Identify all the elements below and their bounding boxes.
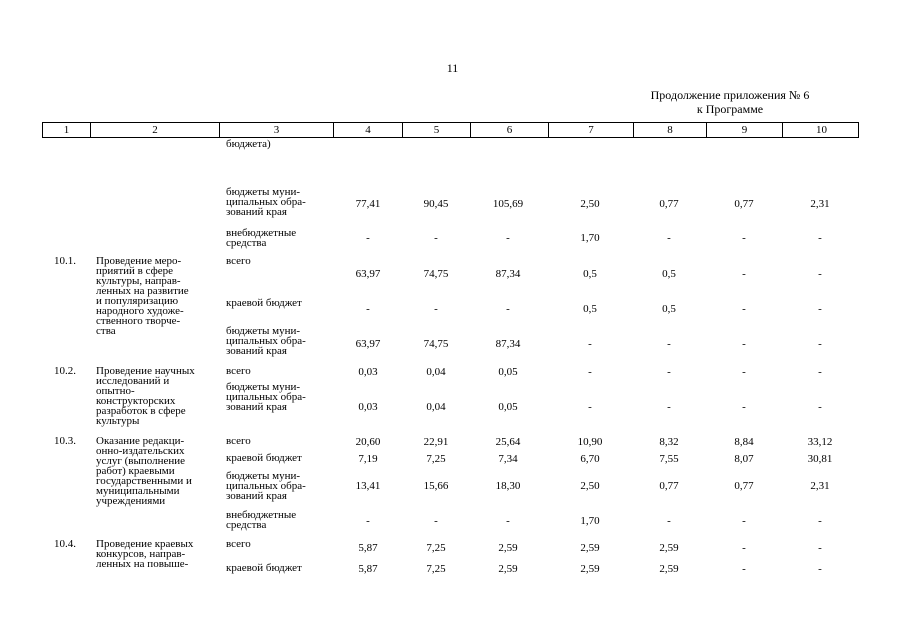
funding-source: краевой бюджет — [226, 562, 302, 574]
value-cell: 2,31 — [810, 198, 830, 210]
value-cell: 0,77 — [659, 480, 679, 492]
value-cell: 90,45 — [423, 198, 449, 210]
value-cell: 0,5 — [583, 303, 597, 315]
value-cell: - — [366, 232, 370, 244]
value-cell: - — [667, 515, 671, 527]
value-cell: - — [818, 563, 822, 575]
funding-source: всего — [226, 538, 251, 550]
value-cell: - — [506, 515, 510, 527]
value-cell: 87,34 — [495, 338, 521, 350]
value-cell: 87,34 — [495, 268, 521, 280]
value-cell: 6,70 — [580, 453, 600, 465]
table-header — [42, 122, 859, 138]
value-cell: 20,60 — [355, 436, 381, 448]
value-cell: 0,03 — [358, 366, 378, 378]
activity-name: Проведение краевых конкурсов, направ- ленных на повыше- — [96, 538, 194, 570]
value-cell: 2,59 — [498, 563, 518, 575]
value-cell: 0,04 — [426, 401, 446, 413]
value-cell: 5,87 — [358, 563, 378, 575]
value-cell: 0,77 — [659, 198, 679, 210]
value-cell: - — [818, 515, 822, 527]
header-col-9: 9 — [706, 123, 782, 137]
funding-source: бюджеты муни- ципальных обра- зований края — [226, 470, 306, 502]
value-cell: 0,77 — [734, 480, 754, 492]
value-cell: 33,12 — [807, 436, 833, 448]
value-cell: 0,05 — [498, 401, 518, 413]
funding-source: бюджеты муни- ципальных обра- зований края — [226, 325, 306, 357]
value-cell: - — [818, 268, 822, 280]
value-cell: - — [742, 232, 746, 244]
value-cell: - — [506, 232, 510, 244]
value-cell: 0,5 — [662, 268, 676, 280]
value-cell: 7,25 — [426, 542, 446, 554]
activity-name: Проведение меро- приятий в сфере культуры, направ- ленных на развитие и популяризацию народного художе- ственного творче- ства — [96, 255, 189, 337]
header-col-3: 3 — [219, 123, 333, 137]
value-cell: 105,69 — [492, 198, 524, 210]
value-cell: 74,75 — [423, 268, 449, 280]
value-cell: - — [434, 303, 438, 315]
header-col-6: 6 — [470, 123, 548, 137]
row-number: 10.4. — [54, 538, 76, 550]
value-cell: 2,50 — [580, 198, 600, 210]
funding-source: внебюджетные средства — [226, 227, 297, 249]
value-cell: - — [588, 401, 592, 413]
value-cell: 1,70 — [580, 232, 600, 244]
value-cell: 5,87 — [358, 542, 378, 554]
value-cell: 7,55 — [659, 453, 679, 465]
row-number: 10.2. — [54, 365, 76, 377]
value-cell: 15,66 — [423, 480, 449, 492]
funding-source: всего — [226, 255, 251, 267]
value-cell: - — [818, 232, 822, 244]
value-cell: 63,97 — [355, 338, 381, 350]
header-col-8: 8 — [633, 123, 706, 137]
funding-source: краевой бюджет — [226, 297, 302, 309]
value-cell: 7,19 — [358, 453, 378, 465]
value-cell: - — [742, 366, 746, 378]
value-cell: 63,97 — [355, 268, 381, 280]
funding-source: всего — [226, 365, 251, 377]
funding-source: всего — [226, 435, 251, 447]
header-col-2: 2 — [90, 123, 219, 137]
value-cell: 8,07 — [734, 453, 754, 465]
value-cell: - — [667, 366, 671, 378]
value-cell: 2,59 — [659, 563, 679, 575]
value-cell: - — [742, 401, 746, 413]
value-cell: - — [506, 303, 510, 315]
header-col-10: 10 — [782, 123, 860, 137]
value-cell: - — [588, 366, 592, 378]
funding-source: бюджеты муни- ципальных обра- зований края — [226, 381, 306, 413]
value-cell: 2,59 — [580, 542, 600, 554]
row-number: 10.3. — [54, 435, 76, 447]
row-number: 10.1. — [54, 255, 76, 267]
funding-source: бюджеты муни- ципальных обра- зований края — [226, 186, 306, 218]
value-cell: - — [366, 303, 370, 315]
continuation-title: Продолжение приложения № 6 — [650, 88, 810, 102]
value-cell: - — [667, 401, 671, 413]
continuation-subtitle: к Программе — [696, 102, 764, 116]
value-cell: - — [818, 401, 822, 413]
activity-name: Проведение научных исследований и опытно- конструкторских разработок в сфере культуры — [96, 365, 195, 427]
value-cell: 8,32 — [659, 436, 679, 448]
value-cell: 18,30 — [495, 480, 521, 492]
header-col-1: 1 — [63, 124, 70, 136]
value-cell: 25,64 — [495, 436, 521, 448]
value-cell: 0,5 — [583, 268, 597, 280]
value-cell: - — [667, 338, 671, 350]
value-cell: - — [818, 542, 822, 554]
value-cell: 74,75 — [423, 338, 449, 350]
funding-source: бюджета) — [226, 138, 271, 150]
value-cell: 1,70 — [580, 515, 600, 527]
value-cell: 0,03 — [358, 401, 378, 413]
value-cell: - — [667, 232, 671, 244]
value-cell: 2,31 — [810, 480, 830, 492]
value-cell: - — [742, 542, 746, 554]
value-cell: - — [434, 232, 438, 244]
value-cell: 7,25 — [426, 563, 446, 575]
value-cell: 30,81 — [807, 453, 833, 465]
value-cell: - — [818, 366, 822, 378]
page-number: 11 — [446, 61, 459, 75]
value-cell: 8,84 — [734, 436, 754, 448]
value-cell: - — [742, 338, 746, 350]
value-cell: 0,5 — [662, 303, 676, 315]
value-cell: - — [818, 338, 822, 350]
value-cell: 22,91 — [423, 436, 449, 448]
value-cell: 2,59 — [498, 542, 518, 554]
value-cell: 2,59 — [659, 542, 679, 554]
value-cell: 7,25 — [426, 453, 446, 465]
value-cell: 2,50 — [580, 480, 600, 492]
value-cell: - — [366, 515, 370, 527]
value-cell: 10,90 — [577, 436, 603, 448]
value-cell: - — [742, 303, 746, 315]
value-cell: 0,05 — [498, 366, 518, 378]
value-cell: 77,41 — [355, 198, 381, 210]
value-cell: - — [742, 515, 746, 527]
value-cell: 0,04 — [426, 366, 446, 378]
funding-source: краевой бюджет — [226, 452, 302, 464]
value-cell: - — [818, 303, 822, 315]
value-cell: 2,59 — [580, 563, 600, 575]
value-cell: 0,77 — [734, 198, 754, 210]
header-col-5: 5 — [402, 123, 470, 137]
header-col-7: 7 — [548, 123, 633, 137]
value-cell: - — [742, 563, 746, 575]
activity-name: Оказание редакци- онно-издательских услуг (выполнение работ) краевыми государственными и муниципальными учреждениями — [96, 435, 192, 507]
value-cell: - — [434, 515, 438, 527]
value-cell: - — [742, 268, 746, 280]
value-cell: 13,41 — [355, 480, 381, 492]
value-cell: - — [588, 338, 592, 350]
value-cell: 7,34 — [498, 453, 518, 465]
header-col-4: 4 — [333, 123, 402, 137]
funding-source: внебюджетные средства — [226, 509, 297, 531]
